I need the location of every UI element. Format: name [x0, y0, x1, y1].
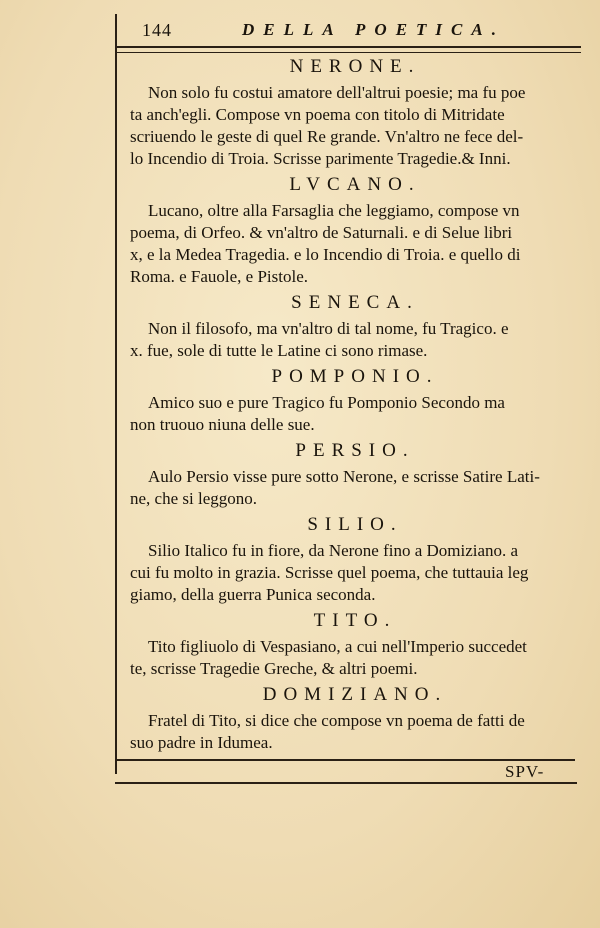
text-line: giamo, della guerra Punica seconda.	[130, 585, 376, 604]
section-heading: SILIO.	[307, 514, 403, 535]
left-margin-rule	[115, 14, 117, 774]
page-number: 144	[142, 20, 172, 40]
text-line: Amico suo e pure Tragico fu Pomponio Secondo ma	[148, 393, 505, 412]
text-line: suo padre in Idumea.	[130, 733, 273, 752]
text-line: te, scrisse Tragedie Greche, & altri poemi.	[130, 659, 418, 678]
text-line: ta anch'egli. Compose vn poema con titolo di Mitridate	[130, 105, 505, 124]
section-paragraph	[130, 710, 580, 754]
text-line: non truouo niuna delle sue.	[130, 415, 315, 434]
text-line: Lucano, oltre alla Farsaglia che leggiamo, compose vn	[148, 201, 520, 220]
text-line: cui fu molto in grazia. Scrisse quel poema, che tuttauia leg	[130, 563, 529, 582]
text-line: scriuendo le geste di quel Re grande. Vn'altro ne fece del-	[130, 127, 524, 146]
text-line: ne, che si leggono.	[130, 489, 257, 508]
section-heading: SENECA.	[291, 292, 419, 313]
section-heading: TITO.	[313, 610, 397, 631]
section-heading: POMPONIO.	[271, 366, 439, 387]
section-heading: DOMIZIANO.	[262, 684, 448, 705]
text-line: Roma. e Fauole, e Pistole.	[130, 267, 309, 286]
page-body	[130, 52, 580, 754]
section-paragraph	[130, 318, 580, 362]
text-line: x, e la Medea Tragedia. e lo Incendio di Troia. e quello di	[130, 245, 521, 264]
footer-rule-lower	[115, 782, 577, 784]
section-heading: PERSIO.	[295, 440, 415, 461]
text-line: lo Incendio di Troia. Scrisse parimente Tragedie.& Inni.	[130, 149, 511, 168]
text-line: x. fue, sole di tutte le Latine ci sono rimase.	[130, 341, 428, 360]
text-line: Fratel di Tito, si dice che compose vn poema de fatti de	[148, 711, 525, 730]
text-line: Silio Italico fu in fiore, da Nerone fino a Domiziano. a	[148, 541, 519, 560]
text-line: Aulo Persio visse pure sotto Nerone, e scrisse Satire Lati-	[148, 467, 540, 486]
section-paragraph	[130, 636, 580, 680]
text-line: poema, di Orfeo. & vn'altro de Saturnali. e di Selue libri	[130, 223, 513, 242]
running-title: DELLA POETICA.	[242, 20, 505, 39]
running-head	[142, 20, 582, 44]
header-rule	[115, 46, 581, 48]
section-paragraph	[130, 392, 580, 436]
section-paragraph	[130, 540, 580, 606]
section-paragraph	[130, 466, 580, 510]
text-line: Non solo fu costui amatore dell'altrui poesie; ma fu poe	[148, 83, 526, 102]
text-line: Tito figliuolo di Vespasiano, a cui nell'Imperio succedet	[148, 637, 527, 656]
section-heading: NERONE.	[289, 56, 421, 77]
section-paragraph	[130, 200, 580, 288]
section-heading: LVCANO.	[289, 174, 421, 195]
footer-rule	[115, 759, 575, 761]
text-line: Non il filosofo, ma vn'altro di tal nome, fu Tragico. e	[148, 319, 509, 338]
catchword: SPV-	[505, 762, 545, 781]
section-paragraph	[130, 82, 580, 170]
